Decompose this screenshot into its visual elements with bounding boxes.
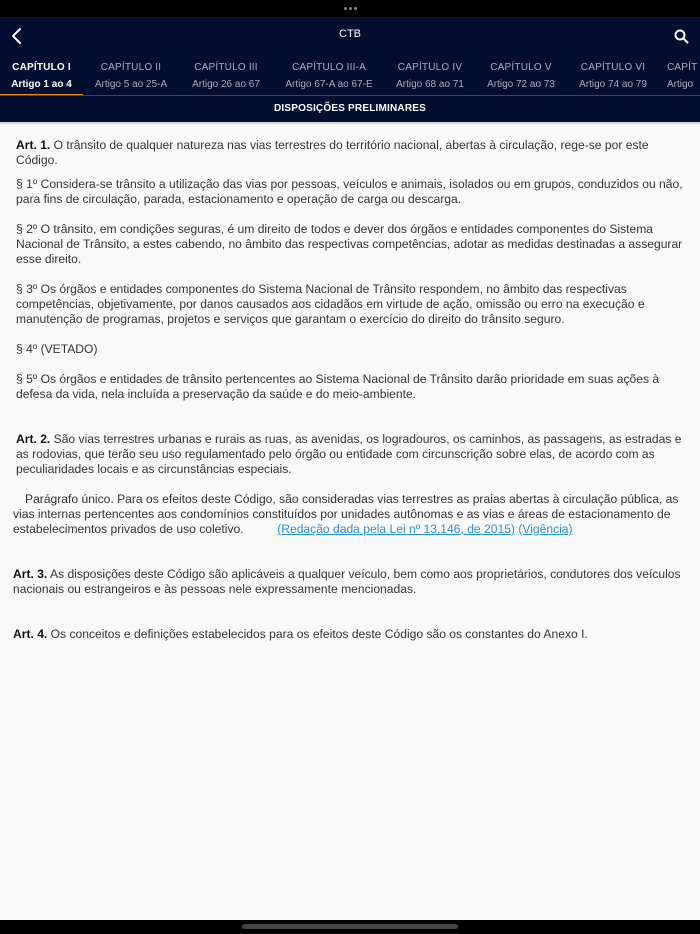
page-title: CTB bbox=[339, 28, 361, 40]
tab-chapter-label: CAPÍTULO VI bbox=[580, 62, 646, 73]
tab-articles-label: Artigo 5 ao 25-A bbox=[94, 79, 168, 90]
article-2 bbox=[13, 432, 688, 477]
tab-capitulo-vi[interactable] bbox=[573, 55, 653, 95]
article-4 bbox=[13, 627, 688, 642]
tab-chapter-label: CAPÍTULO I bbox=[12, 62, 71, 73]
article-text: São vias terrestres urbanas e rurais as ruas, as avenidas, os logradouros, os caminhos, as passagens, as estradas e as rodovias, que terão seu uso regulamentado pelo órgão ou entidade com circunscrição sobre elas, de acordo com as peculiaridades locais e as circunstâncias especiais. bbox=[16, 432, 682, 476]
law-text-content[interactable] bbox=[0, 122, 700, 920]
article-text: Os conceitos e definições estabelecidos para os efeitos deste Código são os constantes do Anexo I. bbox=[47, 627, 588, 641]
tab-articles-label: Artigo 68 ao 71 bbox=[396, 79, 464, 90]
tab-capitulo-i[interactable] bbox=[0, 55, 83, 95]
paragraph-3: § 3º Os órgãos e entidades componentes do Sistema Nacional de Trânsito respondem, no âmbito das respectivas competências, objetivamente, por danos causados aos cidadãos em virtude de ação, omissão ou erro na execução e manutenção de programas, projetos e serviços que garantam o exercício do direito do trânsito seguro. bbox=[16, 282, 645, 326]
article-label: Art. 2. bbox=[16, 432, 51, 446]
tab-capitulo-ii[interactable] bbox=[88, 55, 174, 95]
sole-paragraph-text: Parágrafo único. Para os efeitos deste Código, são consideradas vias terrestres as praias abertas à circulação pública, as vias internas pertencentes aos condomínios constituídos por unidades autônomas e as vias e áreas de estacionamento de estabelecimentos privados de uso coletivo. bbox=[13, 492, 679, 536]
article-3 bbox=[13, 567, 688, 597]
article-text: O trânsito de qualquer natureza nas vias terrestres do território nacional, abertas à circulação, rege-se por este Código. bbox=[16, 138, 649, 167]
tab-capitulo-vii[interactable] bbox=[667, 55, 700, 95]
section-title: DISPOSIÇÕES PRELIMINARES bbox=[0, 96, 700, 122]
tab-articles-label: Artigo 74 ao 79 bbox=[579, 79, 647, 90]
article-label: Art. 1. bbox=[16, 138, 51, 152]
tab-chapter-label: CAPÍTULO IV bbox=[397, 62, 463, 73]
tab-articles-label: Artigo 72 ao 73 bbox=[487, 79, 555, 90]
sole-paragraph bbox=[13, 492, 688, 537]
tab-articles-label: Artigo 26 ao 67 bbox=[192, 79, 260, 90]
tab-articles-label: Artigo bbox=[667, 79, 694, 90]
status-bar bbox=[0, 0, 700, 17]
article-text: As disposições deste Código são aplicáveis a qualquer veículo, bem como aos proprietários, condutores dos veículos nacionais ou estrangeiros e às pessoas nele expressamente mencionadas. bbox=[13, 567, 681, 596]
chapter-tabs[interactable] bbox=[0, 55, 700, 96]
paragraph-5: § 5º Os órgãos e entidades de trânsito pertencentes ao Sistema Nacional de Trânsito darão prioridade em suas ações à defesa da vida, nela incluída a preservação da saúde e do meio-ambiente. bbox=[16, 372, 660, 401]
vigencia-link[interactable]: (Vigência) bbox=[518, 522, 573, 536]
tab-capitulo-iii[interactable] bbox=[184, 55, 268, 95]
tab-capitulo-iii-a[interactable] bbox=[278, 55, 380, 95]
tab-capitulo-iv[interactable] bbox=[390, 55, 470, 95]
search-button[interactable] bbox=[672, 25, 692, 47]
home-indicator[interactable] bbox=[242, 924, 458, 929]
paragraph-2: § 2º O trânsito, em condições seguras, é um direito de todos e dever dos órgãos e entidades componentes do Sistema Nacional de Trânsito, a estes cabendo, no âmbito das respectivas competências, adotar as medidas destinadas a assegurar esse direito. bbox=[16, 222, 683, 266]
tab-chapter-label: CAPÍTULO III bbox=[194, 62, 258, 73]
redacao-link[interactable]: (Redação dada pela Lei nº 13.146, de 2015) bbox=[277, 522, 515, 536]
multitasking-dots-icon[interactable] bbox=[344, 7, 357, 10]
tab-capitulo-v[interactable] bbox=[481, 55, 561, 95]
tab-articles-label: Artigo 1 ao 4 bbox=[11, 79, 72, 90]
article-1 bbox=[13, 138, 688, 168]
tab-articles-label: Artigo 67-A ao 67-E bbox=[285, 79, 373, 90]
home-bar bbox=[0, 920, 700, 934]
tab-chapter-label: CAPÍTULO III-A bbox=[292, 62, 366, 73]
paragraph-1: § 1º Considera-se trânsito a utilização das vias por pessoas, veículos e animais, isolados ou em grupos, conduzidos ou não, para fins de circulação, parada, estacionamento e operação de carga ou descarga. bbox=[16, 177, 683, 206]
search-icon bbox=[672, 25, 692, 47]
article-label: Art. 3. bbox=[13, 567, 48, 581]
tab-chapter-label: CAPÍTULO II bbox=[100, 62, 162, 73]
tab-chapter-label: CAPÍTULO V bbox=[490, 62, 552, 73]
navigation-bar bbox=[0, 17, 700, 55]
tab-chapter-label: CAPÍT bbox=[667, 62, 698, 73]
paragraph-4: § 4º (VETADO) bbox=[16, 342, 98, 356]
article-label: Art. 4. bbox=[13, 627, 48, 641]
